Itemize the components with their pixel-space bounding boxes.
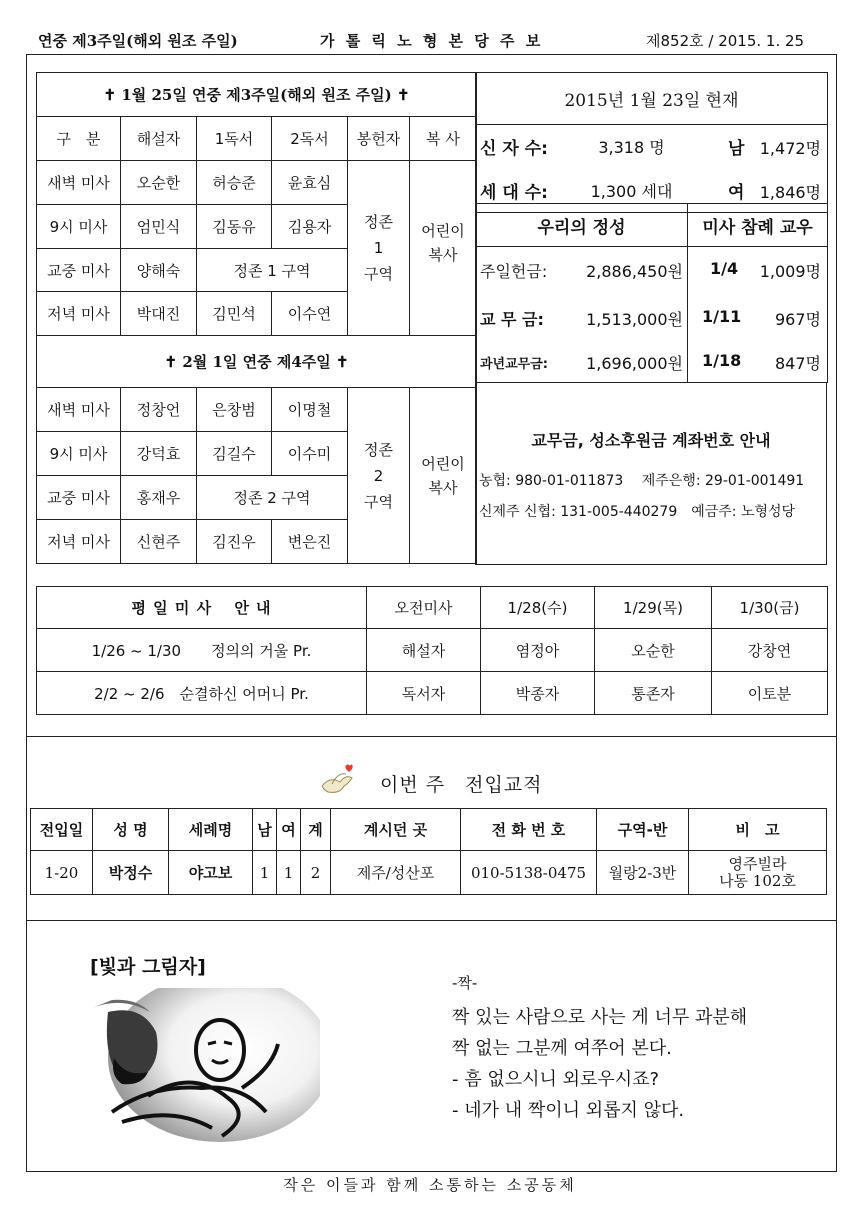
weekday-role: 해설자: [367, 629, 481, 672]
col-server: 복 사: [410, 117, 477, 161]
cell: 양해숙: [121, 249, 197, 292]
cell: 김진우: [197, 520, 272, 564]
cell: 이수미: [272, 432, 348, 476]
col-reading1: 1독서: [197, 117, 272, 161]
cell: 홍재우: [121, 476, 197, 520]
attendance-date: 1/4: [710, 259, 739, 279]
account-line-1: 농협: 980-01-011873 제주은행: 29-01-001491: [479, 473, 805, 489]
embrace-illustration: [52, 988, 320, 1143]
newcomers-col: 구역-반: [597, 809, 689, 851]
server-line: 어린이: [421, 454, 465, 473]
cell: 김동유: [197, 205, 272, 249]
offering-title: 우리의 정성: [476, 204, 688, 247]
note-cell: [689, 851, 827, 895]
cell: 오순한: [121, 161, 197, 205]
cell: 1-20: [31, 851, 93, 895]
poem-line: - 네가 내 짝이니 외롭지 않다.: [452, 1100, 685, 1121]
mass-main: 교중 미사: [37, 249, 121, 292]
cell: 야고보: [169, 851, 253, 895]
schedule2-offerer: [348, 388, 410, 564]
weekday-col: 1/28(수): [481, 587, 595, 629]
cell: 정존 2 구역: [197, 476, 348, 520]
offering-row: [476, 247, 688, 295]
male-count: [688, 125, 828, 169]
offering-value: 1,513,000원: [586, 310, 683, 329]
cell: 1: [253, 851, 277, 895]
cell: 정존 1 구역: [197, 249, 348, 292]
reflection-title: [빛과 그림자]: [90, 956, 206, 978]
header-issue: 제852호 / 2015. 1. 25: [646, 32, 805, 50]
attendance-count: 1,009명: [759, 262, 821, 282]
stats-title: 2015년 1월 23일 현재: [476, 73, 828, 125]
note-line: 나동 102호: [719, 871, 796, 890]
offering-row: [476, 295, 688, 343]
weekday-col: 1/30(금): [712, 587, 828, 629]
cell: 이명철: [272, 388, 348, 432]
newcomers-col: 비 고: [689, 809, 827, 851]
offering-label: 교 무 금:: [480, 310, 544, 329]
cell: 1: [277, 851, 301, 895]
attendance-row: [688, 343, 828, 383]
mass-main: 교중 미사: [37, 476, 121, 520]
cell: 은창범: [197, 388, 272, 432]
weekday-period: 1/26 ~ 1/30 정의의 거울 Pr.: [37, 629, 367, 672]
account-title: 교무금, 성소후원금 계좌번호 안내: [531, 431, 771, 450]
attendance-date: 1/18: [702, 350, 742, 370]
poem-line: 짝 없는 그분께 여쭈어 본다.: [452, 1038, 672, 1059]
cell: 신현주: [121, 520, 197, 564]
newcomers-col: 계시던 곳: [331, 809, 461, 851]
col-offerer: 봉헌자: [348, 117, 410, 161]
attendance-count: 967명: [775, 310, 821, 329]
footer-slogan: 작은 이들과 함께 소통하는 소공동체: [283, 1176, 577, 1194]
cell: 강창연: [712, 629, 828, 672]
offerer-line: 정존: [364, 213, 393, 231]
schedule1-title: ✝ 1월 25일 연중 제3주일(해외 원조 주일) ✝: [37, 73, 477, 117]
note-line: 영주빌라: [728, 854, 787, 873]
offering-value: 2,886,450원: [586, 262, 683, 282]
dove-icon: [318, 762, 358, 802]
cell: 김용자: [272, 205, 348, 249]
cell: 010-5138-0475: [461, 851, 597, 895]
cell: 이토분: [712, 672, 828, 715]
header-parish-title: 가 톨 릭 노 형 본 당 주 보: [320, 32, 544, 50]
cell: 통존자: [595, 672, 712, 715]
mass-dawn: 새벽 미사: [37, 388, 121, 432]
reflection-subtitle: -짝-: [452, 974, 478, 992]
male-label: 남: [728, 139, 745, 160]
server-line: 복사: [428, 478, 458, 497]
bulletin-header: [28, 26, 836, 52]
account-line-2: 신제주 신협: 131-005-440279 예금주: 노형성당: [479, 504, 796, 520]
mass-evening: 저녁 미사: [37, 292, 121, 336]
newcomers-col: 계: [301, 809, 331, 851]
cell: 김민석: [197, 292, 272, 336]
poem-line: - 흠 없으시니 외로우시죠?: [452, 1069, 660, 1090]
schedule2-server: [410, 388, 477, 564]
weekday-mass-table: [36, 586, 828, 715]
offerer-line: 정존: [364, 440, 393, 459]
newcomers-col: 성 명: [93, 809, 169, 851]
mass-9am: 9시 미사: [37, 432, 121, 476]
parish-stats-table: [475, 72, 828, 213]
mass-dawn: 새벽 미사: [37, 161, 121, 205]
attendance-date: 1/11: [702, 307, 742, 326]
cell: 박종자: [481, 672, 595, 715]
server-line: 어린이: [421, 222, 465, 240]
weekday-col: 오전미사: [367, 587, 481, 629]
cell: 허승준: [197, 161, 272, 205]
attendance-count: 847명: [775, 353, 821, 373]
schedule1-offerer: [348, 161, 410, 336]
col-commentator: 해설자: [121, 117, 197, 161]
cell: 제주/성산포: [331, 851, 461, 895]
cell: 윤효심: [272, 161, 348, 205]
col-category: 구 분: [37, 117, 121, 161]
attendance-row: [688, 247, 828, 295]
female-label: 여: [728, 182, 745, 203]
cell: 강덕효: [121, 432, 197, 476]
cell: 박대진: [121, 292, 197, 336]
newcomers-col: 남: [253, 809, 277, 851]
account-box: [475, 382, 827, 565]
cell: 염정아: [481, 629, 595, 672]
cell: 이수연: [272, 292, 348, 336]
newcomers-col: 전 화 번 호: [461, 809, 597, 851]
cell: 월랑2-3반: [597, 851, 689, 895]
offering-attendance-table: [475, 203, 828, 383]
cell: 오순한: [595, 629, 712, 672]
server-line: 복사: [428, 246, 458, 264]
cell: 박정수: [93, 851, 169, 895]
newcomers-table: [30, 808, 827, 895]
cell: 2: [301, 851, 331, 895]
offerer-line: 구역: [364, 492, 393, 511]
weekday-role: 독서자: [367, 672, 481, 715]
poem-line: 짝 있는 사람으로 사는 게 너무 과분해: [452, 1007, 748, 1028]
section-divider: [26, 736, 837, 737]
weekday-period: 2/2 ~ 2/6 순결하신 어머니 Pr.: [37, 672, 367, 715]
newcomers-col: 전입일: [31, 809, 93, 851]
header-sunday: 연중 제3주일(해외 원조 주일): [38, 32, 238, 50]
cell: 엄민식: [121, 205, 197, 249]
believers-label: 신 자 수:: [476, 125, 576, 169]
newcomers-title: 이번 주 전입교적: [380, 774, 543, 796]
households-value: 1,300 세대: [576, 169, 688, 213]
offerer-line: 1: [373, 239, 384, 257]
offering-label: 주일헌금:: [480, 262, 548, 282]
col-reading2: 2독서: [272, 117, 348, 161]
female-value: 1,846명: [759, 182, 822, 202]
newcomers-col: 세례명: [169, 809, 253, 851]
sunday-schedule-table: [36, 72, 477, 564]
male-value: 1,472명: [759, 139, 822, 159]
households-label: 세 대 수:: [476, 169, 576, 213]
offerer-line: 구역: [364, 265, 393, 283]
attendance-title: 미사 참례 교우: [688, 204, 828, 247]
schedule2-title: ✝ 2월 1일 연중 제4주일 ✝: [37, 336, 477, 388]
offerer-line: 2: [373, 466, 384, 485]
offering-value: 1,696,000원: [586, 353, 683, 373]
believers-value: 3,318 명: [576, 125, 688, 169]
weekday-col: 1/29(목): [595, 587, 712, 629]
newcomers-col: 여: [277, 809, 301, 851]
cell: 김길수: [197, 432, 272, 476]
offering-label: 과년교무금:: [480, 356, 548, 372]
reflection-poem: [452, 1002, 747, 1126]
attendance-row: [688, 295, 828, 343]
cell: 변은진: [272, 520, 348, 564]
mass-evening: 저녁 미사: [37, 520, 121, 564]
cell: 정창언: [121, 388, 197, 432]
schedule1-server: [410, 161, 477, 336]
offering-row: [476, 343, 688, 383]
mass-9am: 9시 미사: [37, 205, 121, 249]
weekday-title: 평 일 미 사 안 내: [37, 587, 367, 629]
section-divider: [26, 920, 837, 921]
illustration: [52, 988, 320, 1143]
